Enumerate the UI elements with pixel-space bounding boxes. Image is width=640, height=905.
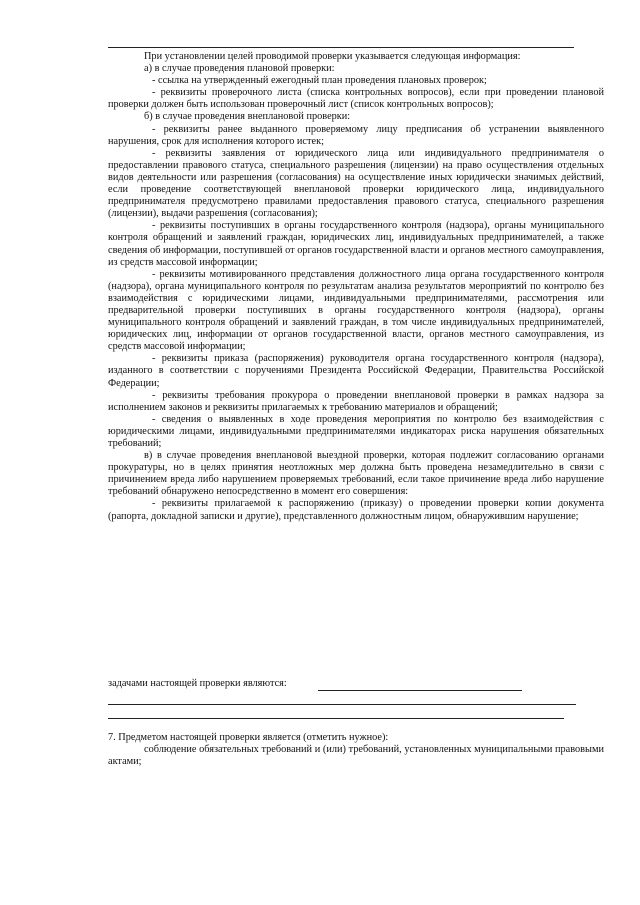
tasks-label: задачами настоящей проверки являются: xyxy=(108,678,287,689)
paragraph: - реквизиты ранее выданного проверяемому лицу предписания об устранении выявленного нарушения, срок для исполнения которого истек; xyxy=(108,123,604,147)
paragraph: - реквизиты требования прокурора о проведении внеплановой проверки в рамках надзора за исполнением законов и реквизиты прилагаемых к требованию материалов и обращений; xyxy=(108,389,604,413)
document-body xyxy=(108,51,604,523)
paragraph: в) в случае проведения внеплановой выездной проверки, которая подлежит согласованию органами прокуратуры, но в целях принятия неотложных мер должна быть проведена незамедлительно в связи с причинением вреда либо нарушением проверяемых требований, если такое причинение вреда либо нарушение требований обнаружено непосредственно в момент его совершения: xyxy=(108,450,604,498)
paragraph: - реквизиты заявления от юридического лица или индивидуального предпринимателя о предоставлении правового статуса, специального разрешения (лицензии) на право осуществления отдельных видов деятельности или разрешения (согласования) на осуществление иных юридически значимых действий, если проведение соответствующей внеплановой проверки юридического лица, индивидуального предпринимателя предусмотрено правилами предоставления правового статуса, специального разрешения (лицензии), выдачи разрешения (согласования); xyxy=(108,147,604,220)
paragraph: а) в случае проведения плановой проверки: xyxy=(144,63,335,75)
tasks-section xyxy=(108,678,604,690)
paragraph: - сведения о выявленных в ходе проведения мероприятия по контролю без взаимодействия с юридическими лицами, индивидуальными предпринимателями индикаторах риска нарушения обязательных требований; xyxy=(108,413,604,449)
item-7-title: 7. Предметом настоящей проверки является (отметить нужное): xyxy=(108,732,389,743)
paragraph: - реквизиты поступивших в органы государственного контроля (надзора), органы муниципального контроля обращений и заявлений граждан, юридических лиц, индивидуальных предпринимателей, а также сведения об информации, поступившей от органов государственной власти и органов местного самоуправления, из средств массовой информации; xyxy=(108,220,604,268)
paragraph: - реквизиты мотивированного представления должностного лица органа государственного контроля (надзора), органа муниципального контроля по результатам анализа результатов мероприятий по контролю без взаимодействия с юридическими лицами, индивидуальными предпринимателями, рассмотрения или предварительной проверки поступивших в органы государственного контроля (надзора), органы муниципального контроля обращений и заявлений граждан, в том числе индивидуальных предпринимателей, юридических лиц, информации от органов государственной власти, органов местного самоуправления, из средств массовой информации; xyxy=(108,268,604,353)
top-rule xyxy=(108,47,574,48)
paragraph: - ссылка на утвержденный ежегодный план проведения плановых проверок; xyxy=(152,75,487,87)
paragraph: - реквизиты приказа (распоряжения) руководителя органа государственного контроля (надзора), изданного в соответствии с поручениями Президента Российской Федерации, Правительства Российской Федерации; xyxy=(108,353,604,389)
paragraph: б) в случае проведения внеплановой проверки: xyxy=(144,111,351,123)
paragraph: - реквизиты прилагаемой к распоряжению (приказу) о проведении проверки копии документа (рапорта, докладной записки и другие), представленного должностным лицом, обнаружившим нарушение; xyxy=(108,498,604,522)
tasks-fill-line-2 xyxy=(108,704,576,705)
paragraph: - реквизиты проверочного листа (списка контрольных вопросов), если при проведении плановой проверки должен быть использован проверочный лист (список контрольных вопросов); xyxy=(108,87,604,111)
tasks-fill-line-1 xyxy=(318,690,522,691)
paragraph: При установлении целей проводимой проверки указывается следующая информация: xyxy=(144,51,521,62)
item-7-section xyxy=(108,732,604,768)
tasks-fill-line-3 xyxy=(108,718,564,719)
item-7-option-1: соблюдение обязательных требований и (или) требований, установленных муниципальными правовыми актами; xyxy=(108,744,604,768)
